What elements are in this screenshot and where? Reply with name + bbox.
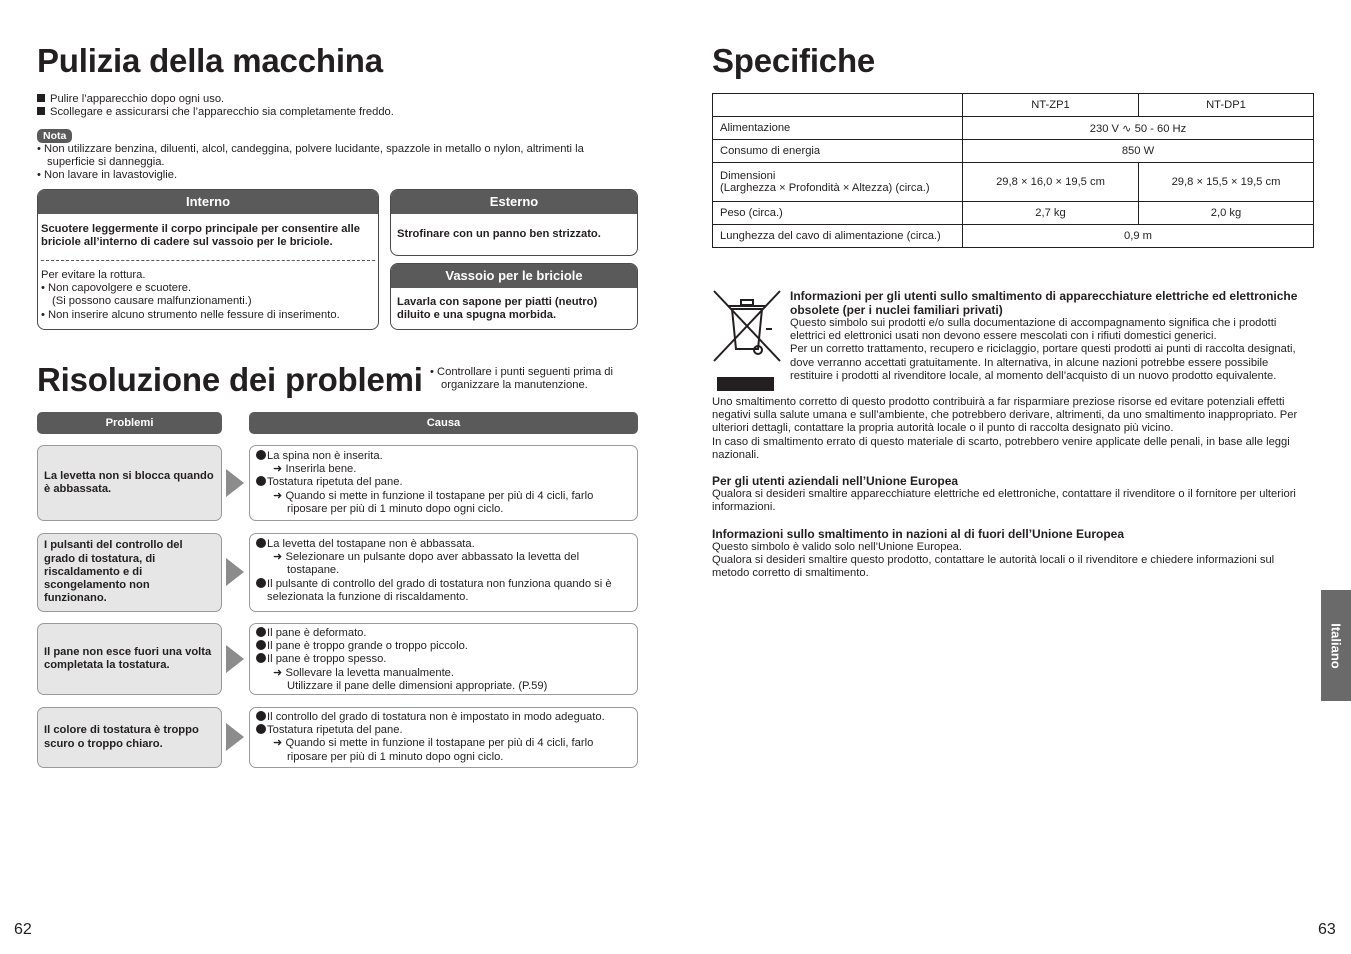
problem-cell: La levetta non si blocca quando è abbassata. [37, 445, 222, 521]
page-number-right: 63 [1318, 921, 1336, 938]
dot-bullet-icon [256, 578, 266, 588]
table-row: Dimensioni (Larghezza × Profondità × Altezza) (circa.) 29,8 × 16,0 × 19,5 cm 29,8 × 15,5 × 19,5 cm [713, 163, 1314, 202]
disposal-bottom [712, 396, 1312, 580]
arrow-right-icon [226, 469, 244, 497]
cause-cell: Il pane è deformato. Il pane è troppo grande o troppo piccolo. Il pane è troppo spesso. ➜ Sollevare la levetta manualmente. Utilizzare il pane delle dimensioni appropriate. (P.59) [249, 623, 638, 695]
arrow-right-icon [226, 645, 244, 673]
arrow-icon: ➜ [273, 463, 286, 476]
troubleshooting-note: • Controllare i punti seguenti prima di organizzare la manutenzione. [430, 366, 614, 392]
outside-text-2: Qualora si desideri smaltire questo prodotto, contattare le autorità locali o il rivenditore e chiedere informazioni sul metodo corretto di smaltimento. [712, 554, 1275, 580]
esterno-text: Strofinare con un panno ben strizzato. [397, 228, 601, 240]
model-header: NT-ZP1 [963, 94, 1139, 117]
dot-bullet-icon [256, 640, 266, 650]
dot-bullet-icon [256, 724, 266, 734]
disposal-para-3: Uno smaltimento corretto di questo prodotto contribuirà a far risparmiare preziose risorse ed evitare potenziali effetti negativi sulla salute umana e sull’ambiente, che potrebbero derivare, altrimenti, da uno smaltimento inappropriato. Per ulteriori dettagli, contattare la propria autorità locale o il punto di raccolta designato più vicino. [712, 396, 1298, 435]
crossed-bin-icon [712, 289, 782, 393]
dot-bullet-icon [256, 538, 266, 548]
cleaning-bullet-1: Pulire l’apparecchio dopo ogni uso. [50, 93, 225, 105]
warning-item-1-note: (Si possono causare malfunzionamenti.) [52, 295, 252, 308]
problem-cell: Il pane non esce fuori una volta completata la tostatura. [37, 623, 222, 695]
interno-header: Interno [38, 190, 378, 214]
cause-cell: La spina non è inserita. ➜ Inserirla bene. Tostatura ripetuta del pane. ➜ Quando si mette in funzione il tostapane per più di 4 cicli, farlo riposare per più di 1 minuto dopo ogni ciclo. [249, 445, 638, 521]
table-row: Peso (circa.) 2,7 kg 2,0 kg [713, 202, 1314, 225]
dot-bullet-icon [256, 653, 266, 663]
dot-bullet-icon [256, 476, 266, 486]
business-heading: Per gli utenti aziendali nell’Unione Europea [712, 474, 959, 489]
table-row: Alimentazione 230 V ∿ 50 - 60 Hz [713, 117, 1314, 140]
arrow-icon: ➜ [273, 666, 286, 679]
outside-heading: Informazioni sullo smaltimento in nazioni al di fuori dell’Unione Europea [712, 526, 1125, 541]
cleaning-bullets [37, 93, 637, 119]
col-header-cause: Causa [249, 412, 638, 434]
disposal-heading: Informazioni per gli utenti sullo smaltimento di apparecchiature elettriche ed elettroniche obsolete (per i nuclei familiari privati) [790, 289, 1298, 317]
nota-badge: Nota [37, 126, 72, 144]
model-header: NT-DP1 [1139, 94, 1314, 117]
disposal-para-2: Per un corretto trattamento, recupero e riciclaggio, portare questi prodotti ai punti di raccolta designati, dove verranno accettati gratuitamente. In alternativa, in alcune nazioni potrebbe essere possibile restituire i prodotti al rivenditore locale, al momento dell’acquisto di un nuovo prodotto equivalente. [790, 343, 1296, 382]
disposal-top [790, 290, 1310, 383]
vassoio-text: Lavarla con sapone per piatti (neutro) diluito e una spugna morbida. [397, 296, 598, 322]
nota-item-2: Non lavare in lavastoviglie. [44, 169, 178, 182]
vassoio-box [390, 263, 638, 330]
dot-bullet-icon [256, 450, 266, 460]
bullet-icon: • [41, 308, 49, 321]
dot-bullet-icon [256, 627, 266, 637]
vassoio-header: Vassoio per le briciole [391, 264, 637, 288]
problem-cell: Il colore di tostatura è troppo scuro o troppo chiaro. [37, 707, 222, 768]
language-tab: Italiano [1321, 590, 1351, 701]
bullet-icon: • [430, 366, 438, 378]
arrow-icon: ➜ [273, 489, 286, 502]
bullet-icon: • [37, 143, 45, 155]
cause-cell: Il controllo del grado di tostatura non è impostato in modo adeguato. Tostatura ripetuta del pane. ➜ Quando si mette in funzione il tostapane per più di 4 cicli, farlo riposare per più di 1 minuto dopo ogni ciclo. [249, 707, 638, 768]
esterno-header: Esterno [391, 190, 637, 214]
arrow-right-icon [226, 723, 244, 751]
specs-title: Specifiche [712, 42, 876, 79]
outside-text-1: Questo simbolo è valido solo nell’Unione Europea. [712, 540, 963, 553]
warning-item-2: Non inserire alcuno strumento nelle fessure di inserimento. [48, 308, 340, 321]
warning-intro: Per evitare la rottura. [41, 269, 146, 281]
page-number-left: 62 [14, 921, 32, 938]
disposal-para-4: In caso di smaltimento errato di questo materiale di scarto, potrebbero venire applicate delle penali, in base alle leggi nazionali. [712, 435, 1290, 461]
nota-item-1: Non utilizzare benzina, diluenti, alcol, candeggina, polvere lucidante, spazzole in metallo o nylon, altrimenti la superficie si danneggia. [44, 143, 584, 169]
warning-item-1: Non capovolgere e scuotere. [48, 282, 192, 295]
bullet-icon: • [37, 169, 45, 182]
table-row: Lunghezza del cavo di alimentazione (circa.) 0,9 m [713, 225, 1314, 248]
square-bullet-icon [37, 107, 45, 115]
interno-warning [38, 261, 378, 322]
specs-table [712, 93, 1314, 248]
business-text: Qualora si desideri smaltire apparecchiature elettriche ed elettroniche, contattare il rivenditore o il fornitore per ulteriori informazioni. [712, 488, 1296, 514]
arrow-right-icon [226, 558, 244, 586]
table-row [713, 94, 1314, 117]
arrow-icon: ➜ [273, 551, 286, 564]
disposal-para-1: Questo simbolo sui prodotti e/o sulla documentazione di accompagnamento significa che i prodotti elettrici ed elettronici usati non devono essere mescolati con i rifiuti domestici generici. [790, 317, 1277, 343]
cleaning-bullet-2: Scollegare e assicurarsi che l’apparecchio sia completamente freddo. [50, 106, 394, 119]
interno-main-text: Scuotere leggermente il corpo principale per consentire alle briciole all’interno di cadere sul vassoio per le briciole. [41, 223, 360, 249]
problem-cell: I pulsanti del controllo del grado di tostatura, di riscaldamento e di scongelamento non funzionano. [37, 533, 222, 612]
esterno-box [390, 189, 638, 256]
table-row: Consumo di energia 850 W [713, 140, 1314, 163]
bullet-icon: • [41, 282, 49, 295]
nota-list [37, 143, 627, 183]
col-header-problems: Problemi [37, 412, 222, 434]
interno-box [37, 189, 379, 330]
cause-cell: La levetta del tostapane non è abbassata. ➜ Selezionare un pulsante dopo aver abbassato la levetta del tostapane. Il pulsante di controllo del grado di tostatura non funziona quando si è selezionata la funzione di riscaldamento. [249, 533, 638, 612]
dot-bullet-icon [256, 711, 266, 721]
cleaning-title: Pulizia della macchina [37, 42, 383, 79]
square-bullet-icon [37, 94, 45, 102]
troubleshooting-title: Risoluzione dei problemi [37, 361, 423, 398]
arrow-icon: ➜ [273, 737, 286, 750]
